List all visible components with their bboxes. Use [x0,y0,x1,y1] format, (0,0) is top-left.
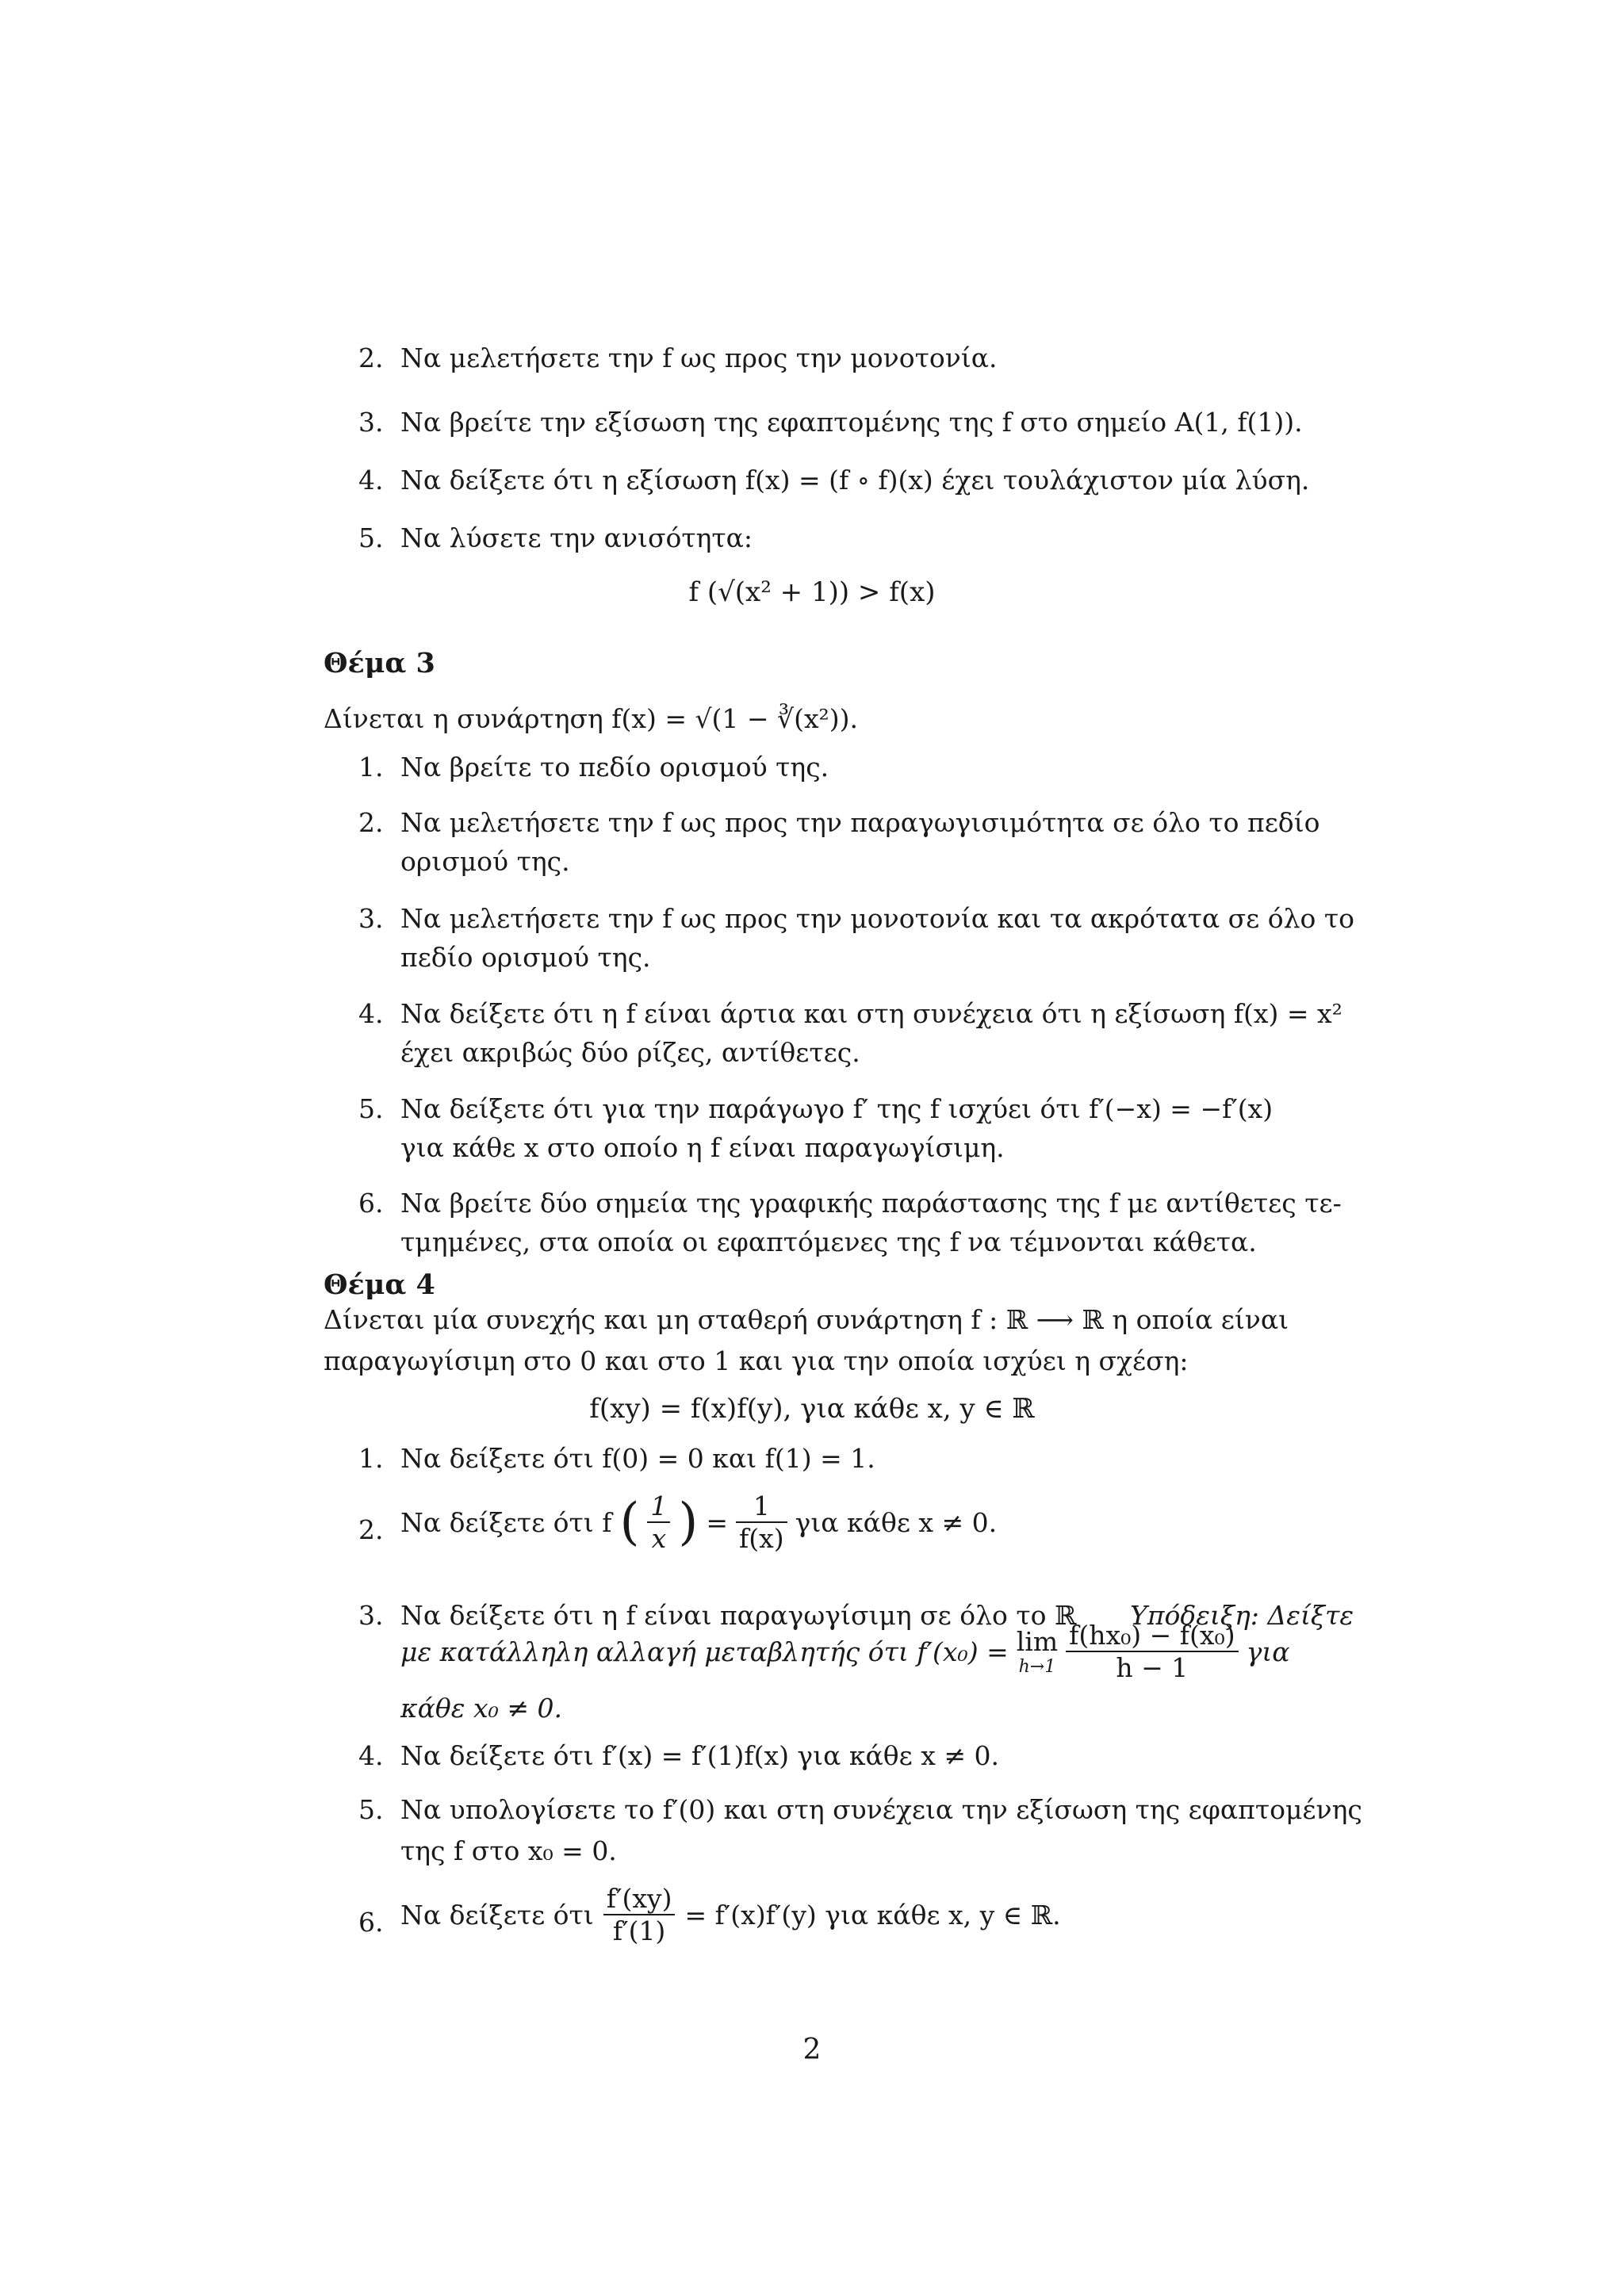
theme4-intro-line2: παραγωγίσιμη στο 0 και στο 1 και για την οποία ισχύει η σχέση: [324,1345,1189,1376]
hint-text-tail: για [1246,1636,1290,1667]
item-number: 5. [358,1794,384,1825]
fraction-denominator: f(x) [739,1523,784,1554]
inequality-formula: f (√(x² + 1)) > f(x) [688,576,936,608]
item-number: 4. [358,1740,384,1771]
fraction-numerator: 1 [736,1490,787,1523]
item-text: Να μελετήσετε την f ως προς την μονοτονία. [400,342,998,373]
item-number: 2. [358,1514,384,1545]
fraction-numerator: f′(xy) [603,1883,676,1915]
fraction-derivative [603,1883,676,1946]
item-text: Να βρείτε την εξίσωση της εφαπτομένης της f στο σημείο A(1, f(1)). [400,407,1303,438]
item-number: 4. [358,465,384,496]
fraction-arg [647,1490,670,1554]
item-number: 5. [358,522,384,553]
item-formula-row [400,1883,1061,1946]
item-text: Να δείξετε ότι f [400,1506,612,1538]
item-text: Να δείξετε ότι f′(x) = f′(1)f(x) για κάθε x ≠ 0. [400,1740,999,1771]
item-text-line2: της f στο x₀ = 0. [400,1835,617,1866]
item-text-line2: για κάθε x στο οποίο η f είναι παραγωγίσιμη. [400,1132,1005,1163]
limit [1017,1626,1058,1677]
theme4-relation: f(xy) = f(x)f(y), για κάθε x, y ∈ ℝ [589,1393,1035,1425]
item-number: 1. [358,752,384,783]
theme3-intro: Δίνεται η συνάρτηση f(x) = √(1 − ∛(x²)). [324,703,859,734]
item-text-line1: Να μελετήσετε την f ως προς την παραγωγισιμότητα σε όλο το πεδίο [400,807,1320,838]
item-text-line2: έχει ακριβώς δύο ρίζες, αντίθετες. [400,1037,860,1068]
item-number: 3. [358,1600,384,1631]
item-text: Να δείξετε ότι f(0) = 0 και f(1) = 1. [400,1443,875,1474]
item-number: 3. [358,407,384,438]
item-text-line2: τμημένες, στα οποία οι εφαπτόμενες της f να τέμνονται κάθετα. [400,1226,1257,1257]
item-text-line2: ορισμού της. [400,846,570,877]
close-paren: ) [678,1493,699,1552]
item-text-line2: πεδίο ορισμού της. [400,942,651,973]
hint-text: με κατάλληλη αλλαγή μεταβλητής ότι f′(x₀) = [400,1636,1009,1667]
item-text-line1: Να υπολογίσετε το f′(0) και στη συνέχεια την εξίσωση της εφαπτομένης [400,1794,1362,1825]
item-text: Να βρείτε το πεδίο ορισμού της. [400,752,829,783]
fraction-denominator: x [651,1523,667,1554]
hint-formula-row [400,1620,1290,1683]
item-text-line1: Να μελετήσετε την f ως προς την μονοτονία και τα ακρότατα σε όλο το [400,903,1355,934]
hint-line3: κάθε x₀ ≠ 0. [400,1693,562,1724]
item-number: 5. [358,1093,384,1124]
item-number: 3. [358,903,384,934]
equals-sign: = [706,1506,729,1538]
theme4-title: Θέμα 4 [324,1269,435,1301]
item-text: Να δείξετε ότι [400,1899,594,1931]
fraction-numerator: f(hx₀) − f(x₀) [1066,1620,1239,1652]
open-paren: ( [619,1493,640,1552]
theme3-title: Θέμα 3 [324,647,435,679]
item-text: Να δείξετε ότι η εξίσωση f(x) = (f ∘ f)(x) έχει τουλάχιστον μία λύση. [400,465,1310,496]
item-text-line1: Να δείξετε ότι η f είναι άρτια και στη συνέχεια ότι η εξίσωση f(x) = x² [400,998,1342,1029]
limit-label: lim [1016,1626,1059,1657]
theme4-intro-line1: Δίνεται μία συνεχής και μη σταθερή συνάρτηση f : ℝ ⟶ ℝ η οποία είναι [324,1304,1289,1335]
item-number: 4. [358,998,384,1029]
item-formula-row [400,1490,997,1554]
hint-label: Υπόδειξη: Δείξτε [1130,1600,1354,1631]
fraction-numerator: 1 [647,1490,670,1523]
limit-subscript: h→1 [1018,1657,1056,1677]
fraction-denominator: f′(1) [612,1915,666,1946]
item-number: 6. [358,1907,384,1938]
fraction-rhs [736,1490,787,1554]
fraction-denominator: h − 1 [1116,1652,1189,1683]
item-text: Να λύσετε την ανισότητα: [400,522,753,553]
item-number: 2. [358,342,384,373]
item-number: 2. [358,807,384,838]
page-number: 2 [802,2034,822,2066]
item-text-line1: Να δείξετε ότι η f είναι παραγωγίσιμη σε όλο το ℝ [400,1600,1077,1631]
item-text-tail: = f′(x)f′(y) για κάθε x, y ∈ ℝ. [684,1899,1061,1931]
item-text-tail: για κάθε x ≠ 0. [795,1506,998,1538]
fraction-difference-quotient [1066,1620,1239,1683]
item-text-line1: Να βρείτε δύο σημεία της γραφικής παράστασης της f με αντίθετες τε- [400,1188,1342,1219]
item-number: 1. [358,1443,384,1474]
item-text-line1: Να δείξετε ότι για την παράγωγο f′ της f ισχύει ότι f′(−x) = −f′(x) [400,1093,1274,1124]
item-number: 6. [358,1188,384,1219]
